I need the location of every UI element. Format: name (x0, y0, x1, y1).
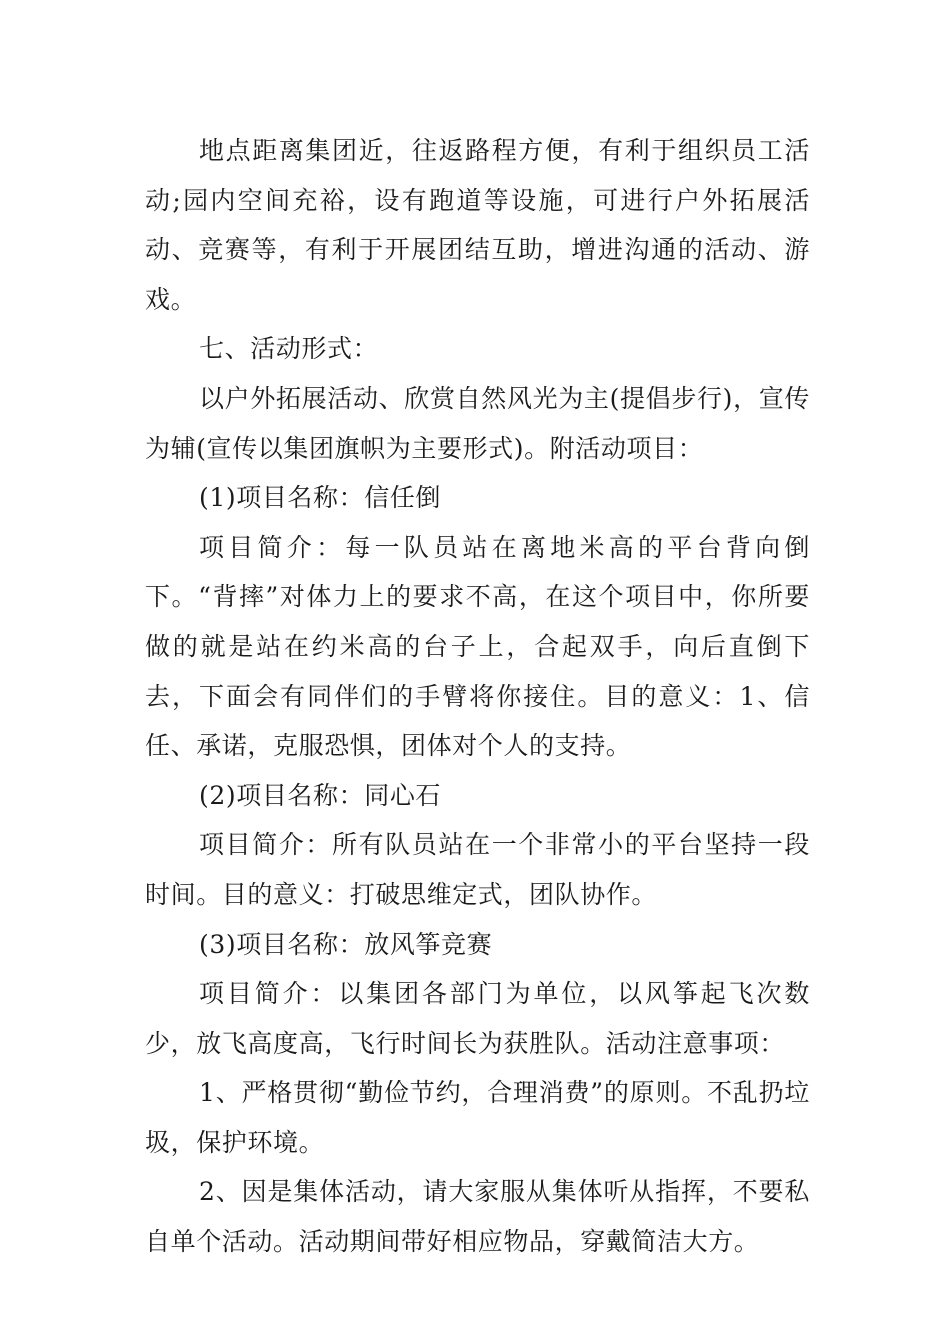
notice-item-1: 1、严格贯彻“勤俭节约，合理消费”的原则。不乱扔垃圾，保护环境。 (145, 1078, 810, 1157)
notice-item-2: 2、因是集体活动，请大家服从集体听从指挥，不要私自单个活动。活动期间带好相应物品，穿戴简洁大方。 (145, 1177, 810, 1257)
item-description-2: 项目简介：所有队员站在一个非常小的平台坚持一段时间。目的意义：打破思维定式，团队协作。 (145, 830, 810, 909)
item-title-1: (1)项目名称：信任倒 (199, 483, 442, 513)
item-description-1: 项目简介：每一队员站在离地米高的平台背向倒下。“背摔”对体力上的要求不高，在这个项目中，你所要做的就是站在约米高的台子上，合起双手，向后直倒下去，下面会有同伴们的手臂将你接住。目的意义：1、信任、承诺，克服恐惧，团体对个人的支持。 (145, 532, 810, 761)
paragraph-activity-form: 以户外拓展活动、欣赏自然风光为主(提倡步行)，宣传为辅(宣传以集团旗帜为主要形式)。附活动项目： (145, 383, 810, 463)
item-title-2: (2)项目名称：同心石 (199, 780, 442, 810)
item-description-3: 项目简介：以集团各部门为单位，以风筝起飞次数少，放飞高度高，飞行时间长为获胜队。活动注意事项： (145, 979, 810, 1058)
document-body (145, 126, 810, 1267)
section-heading-activity-form: 七、活动形式： (199, 334, 379, 364)
paragraph-venue-advantages: 地点距离集团近，往返路程方便，有利于组织员工活动;园内空间充裕，设有跑道等设施，可进行户外拓展活动、竞赛等，有利于开展团结互助，增进沟通的活动、游戏。 (145, 136, 810, 314)
item-title-3: (3)项目名称：放风筝竞赛 (199, 929, 493, 959)
